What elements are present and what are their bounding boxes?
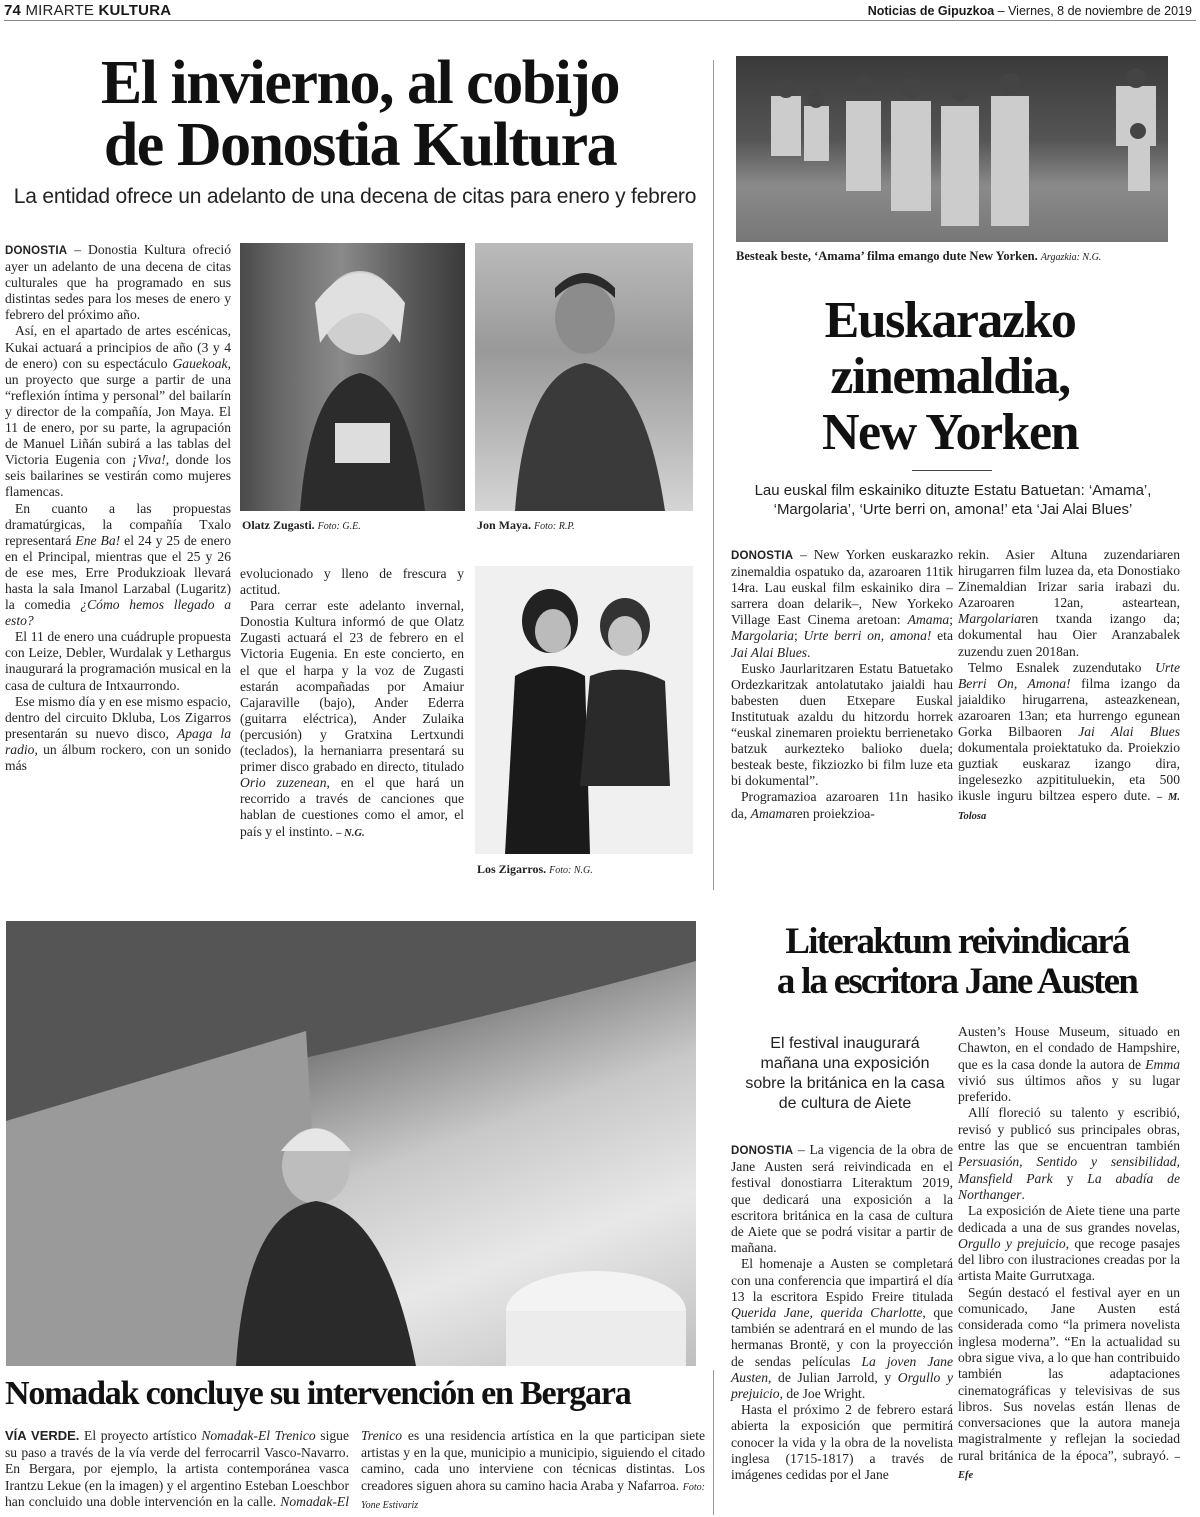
- text-run: La joven Jane Austen: [731, 1353, 953, 1385]
- article4-caption-text: [5, 1428, 705, 1515]
- text-run: En cuanto a las propuestas dramatúrgicas, la compañía Txalo representará: [5, 500, 231, 548]
- section-name: MIRARTE: [25, 2, 95, 19]
- text-run: .: [807, 644, 811, 660]
- text-run: Margolaria: [731, 628, 794, 644]
- text-run: Jai Alai Blues: [1078, 724, 1181, 740]
- photo-credit: Argazkia: N.G.: [1040, 252, 1102, 263]
- text-paragraph: evolucionado y lleno de frescura y actitud.: [240, 566, 464, 598]
- photo-caption: [242, 518, 361, 533]
- article-lead-place: VÍA VERDE.: [5, 1428, 80, 1443]
- text-paragraph: Eusko Jaurlaritzaren Estatu Batuetako Ordezkaritzak antolatutako jaialdi hau babesten duen Etxepare Euskal Institutuak azaldu du hitzordu horrek “euskal zinemaren proiektu berrienetako batzuk aurkezteko balioko duela; besteak beste, fikziozko bi film luze eta bi dokumental”.: [731, 660, 953, 789]
- article-lead-place: DONOSTIA: [5, 245, 68, 257]
- text-run: Emma: [1145, 1056, 1180, 1072]
- article1-column-1: [5, 242, 231, 774]
- section-name-bold: KULTURA: [98, 2, 172, 19]
- article1-headline: [20, 49, 700, 179]
- text-run: rekin. Asier Altuna zuzendariaren hirugarren film luzea da, eta Donostiako Zinemaldian Irizar saria irabazi du. Azaroaren 12an, asteartean,: [958, 547, 1180, 611]
- text-run: , un proyecto que surge a partir de una “reflexión íntima y personal” del bailarín y director de la compañía, Jon Maya. El 11 de enero, por su parte, la agrupación de Manuel Liñán subirá a las tablas del Victoria Eugenia con: [5, 355, 231, 468]
- headline-line: Euskarazko: [824, 292, 1076, 349]
- text-run: Urte berri on, amona!: [803, 628, 932, 644]
- text-run: Ene Ba!: [75, 532, 121, 548]
- dateline-separator: –: [994, 4, 1009, 18]
- text-run: ren txanda izango da; dokumental hau Oier Aranzabalek zuzendu zuen 2018an.: [958, 611, 1180, 659]
- artist-painting-image: [6, 921, 696, 1366]
- text-run: , de Julian Jarrold, y: [768, 1369, 898, 1385]
- publication-dateline: [868, 4, 1192, 18]
- caption-text: Besteak beste, ‘Amama’ filma emango dute New Yorken.: [736, 249, 1038, 263]
- column-divider: [713, 1370, 714, 1515]
- text-run: , donde los seis bailarines se vestirán como mujeres flamencas.: [5, 452, 231, 500]
- article2-column-1: [731, 547, 953, 822]
- photo-amama-cast: [736, 56, 1168, 242]
- text-run: – La vigencia de la obra de Jane Austen será reivindicada en el festival donostiarra Literaktum 2019, que dedicará una exposición a la escritora británica en la casa de cultura de Aiete que se podrá visitar a partir de mañana.: [731, 1142, 953, 1256]
- author-signature: – Efe: [958, 1451, 1180, 1482]
- article-lead-place: DONOSTIA: [731, 1145, 794, 1157]
- publication-date: Viernes, 8 de noviembre de 2019: [1008, 4, 1192, 18]
- photo-caption: [477, 518, 575, 533]
- text-run: Orgullo y prejuicio: [958, 1235, 1066, 1251]
- text-run: Programazioa azaroaren 11n hasiko da,: [731, 789, 953, 821]
- text-run: es una residencia artística en la que participan siete artistas y en la que, municipio a municipio, siguiendo el citado camino, cada uno interviene con técnicas distintas. Los creadores siguen ahora su camino hacia Araba y Nafarroa.: [361, 1428, 705, 1493]
- caption-text: Olatz Zugasti.: [242, 518, 315, 532]
- text-run: ¡Viva!: [132, 452, 166, 468]
- article-lead-place: DONOSTIA: [731, 550, 794, 562]
- text-run: La exposición de Aiete tiene una parte dedicada a una de sus grandes novelas,: [958, 1203, 1180, 1235]
- photo-caption: [736, 249, 1101, 264]
- text-run: , un álbum rockero, con un sonido más: [5, 741, 231, 773]
- text-run: Austen’s House Museum, situado en Chawton, en el condado de Hampshire, que es la casa donde la autora de: [958, 1024, 1180, 1072]
- group-photo-image: [736, 56, 1168, 242]
- caption-text: Los Zigarros.: [477, 862, 547, 876]
- text-run: Persuasión, Sentido y sensibilidad, Mansfield Park: [958, 1154, 1180, 1186]
- article2-column-2: [958, 547, 1180, 825]
- photo-credit: Foto: R.P.: [534, 521, 575, 532]
- article4-headline: Nomadak concluye su intervención en Bergara: [5, 1375, 631, 1412]
- text-run: Amama: [907, 612, 950, 628]
- article3-column-1: [731, 1142, 953, 1483]
- headline-line: a la escritora Jane Austen: [776, 961, 1138, 1002]
- photo-jon-maya: [475, 243, 693, 511]
- article1-subtitle: La entidad ofrece un adelanto de una decena de citas para enero y febrero: [13, 185, 697, 208]
- text-run: sigue su paso a través de la vía verde del ferrocarril Vasco-Navarro. En Bergara, por ejemplo, la artista contemporánea vasca Irantzu Lekue (en la imagen) y el argentino Esteban Loeschbor han concluido una doble intervención en la calle.: [5, 1428, 349, 1509]
- text-run: Gauekoak: [172, 355, 228, 371]
- text-run: Nomadak-El Trenico: [280, 1428, 403, 1509]
- publication-name: Noticias de Gipuzkoa: [867, 4, 995, 18]
- text-run: , en el que hará un recorrido a través de canciones que hablan de cuestiones como el amor, el país y el instinto.: [240, 775, 464, 839]
- article3-subtitle: El festival inaugurará mañana una exposición sobre la británica en la casa de cultura de Aiete: [745, 1035, 945, 1112]
- text-run: y: [1052, 1170, 1088, 1186]
- text-run: – Donostia Kultura ofreció ayer un adelanto de una decena de citas culturales que ha programado en sus distintas sedes para los meses de enero y febrero del próximo año.: [5, 242, 231, 323]
- text-run: .: [1021, 1186, 1025, 1202]
- photo-caption: [477, 862, 593, 877]
- text-run: ren proiekzioa-: [792, 805, 875, 821]
- text-run: Margolaria: [958, 611, 1021, 627]
- text-run: El homenaje a Austen se completará con una conferencia que impartirá el día 13 la escritora Espido Freire titulada: [731, 1256, 953, 1304]
- column-divider: [713, 60, 714, 890]
- text-run: , de Joe Wright.: [779, 1386, 866, 1402]
- text-run: Orgullo y prejuicio: [731, 1369, 953, 1402]
- headline-line: zinemaldia,: [830, 348, 1070, 405]
- text-run: Ese mismo día y en ese mismo espacio, dentro del circuito Dkluba, Los Zigarros presentarán su nuevo disco,: [5, 693, 231, 741]
- text-run: Urte Berri On, Amona!: [958, 659, 1180, 691]
- text-run: Según destacó el festival ayer en un comunicado, Jane Austen está considerada como “la primera novelista inglesa moderna”. “En la actualidad su obra sigue viva, a lo que han contribuido también las adaptaciones cinematográficas y televisivas de sus libros. Sus novelas están llenas de conversaciones que la autora maneja magistralmente y reflejan la sociedad rural británica de la época”, subrayó.: [958, 1284, 1180, 1463]
- photo-los-zigarros: [475, 566, 693, 854]
- headline-line: El invierno, al cobijo: [100, 49, 620, 117]
- text-run: , que también se adentrará en el mundo de las hermanas Brontë, y con la proyección de sendas películas: [731, 1305, 953, 1369]
- text-run: Así, en el apartado de artes escénicas, Kukai actuará a principios de año (3 y 4 de enero) con su espectáculo: [5, 323, 231, 371]
- text-run: Nomadak-El Trenico: [201, 1428, 316, 1443]
- author-signature: – M. Tolosa: [958, 792, 1180, 822]
- text-run: Para cerrar este adelanto invernal, Donostia Kultura informó de que Olatz Zugasti actuará el 23 de febrero en el Victoria Eugenia. En este concierto, en el que el harpa y la voz de Zugasti estarán acompañadas por Amaiur Cajaraville (bajo), Ander Ederra (guitarra eléctrica), Ander Zulaika (percusión) y Gratxina Lertxundi (teclados), la hernaniarra presentará su primer disco grabado en directo, titulado: [240, 598, 464, 775]
- portrait-woman-image: [240, 243, 465, 511]
- photo-credit: Foto: Yone Estivariz: [361, 1481, 705, 1511]
- text-paragraph: Hasta el próximo 2 de febrero estará abierta la exposición que permitirá conocer la vida y la obra de la novelista inglesa (1715-1817) a través de imágenes cedidas por el Jane: [731, 1402, 953, 1483]
- photo-credit: Foto: N.G.: [549, 865, 593, 876]
- photo-credit: Foto: G.E.: [317, 521, 361, 532]
- text-run: dokumentala proiektatuko da. Proiekzio guztiak euskaraz izango dira, ingelesezko azpitituluekin, eta 500 ikusle inguru biltzea espero dute.: [958, 740, 1180, 804]
- text-paragraph: El 11 de enero una cuádruple propuesta con Leize, Debler, Wurdalak y Lethargus inaugurará la programación musical en la casa de cultura de Intxaurrondo.: [5, 629, 231, 693]
- text-run: ¿Cómo hemos llegado a esto?: [5, 597, 231, 629]
- text-run: ;: [949, 612, 953, 628]
- text-run: eta: [931, 628, 953, 644]
- author-signature: – N.G.: [336, 827, 365, 839]
- page-number: 74: [4, 2, 22, 19]
- article2-subtitle: Lau euskal film eskainiko dituzte Estatu Batuetan: ‘Amama’, ‘Margolaria’, ‘Urte berri on, amona!’ eta ‘Jai Alai Blues’: [754, 482, 1152, 518]
- text-run: , que recoge pasajes del libro con ilustraciones creadas por la artista Maite Gurrutxaga.: [958, 1235, 1181, 1284]
- text-run: Allí floreció su talento y escribió, revisó y publicó sus principales obras, entre las que se encuentran también: [958, 1105, 1180, 1154]
- band-photo-image: [475, 566, 693, 854]
- headline-rule: [912, 470, 992, 471]
- caption-text: Jon Maya.: [477, 518, 531, 532]
- text-run: ;: [793, 628, 804, 644]
- headline-line: Literaktum reivindicará: [785, 921, 1129, 962]
- text-run: filma izango da jaialdiko hirugarrena, asteazkenean, azaroaren 13an; eta hurrengo egunean Gorka Bilbaoren: [958, 675, 1181, 740]
- headline-line: New Yorken: [821, 404, 1079, 461]
- text-run: La abadía de Northanger: [958, 1170, 1180, 1202]
- text-run: vivió sus últimos años y su lugar preferido.: [958, 1072, 1180, 1105]
- text-run: Telmo Esnalek zuzendutako: [968, 659, 1156, 675]
- portrait-man-image: [475, 243, 693, 511]
- photo-olatz-zugasti: [240, 243, 465, 511]
- section-header: [4, 2, 171, 19]
- article3-headline: [722, 922, 1192, 1002]
- text-run: Apaga la radio: [5, 725, 231, 757]
- text-run: El proyecto artístico: [79, 1428, 202, 1443]
- text-run: Querida Jane, querida Charlotte: [731, 1305, 923, 1321]
- article2-headline: [760, 293, 1140, 461]
- text-run: Amama: [750, 805, 793, 821]
- photo-nomadak-artist: [6, 921, 696, 1366]
- article3-column-2: [958, 1024, 1180, 1484]
- text-run: – New Yorken euskarazko zinemaldia ospatuko da, azaroaren 11tik 14ra. Lau euskal film eskainiko dira –sarrera doan delarik–, New Yorkeko Village East Cinema aretoan:: [731, 547, 953, 628]
- text-run: Orio zuzenean: [240, 775, 327, 791]
- headline-line: de Donostia Kultura: [103, 111, 617, 179]
- text-run: el 24 y 25 de enero en el Principal, mientras que el 25 y 26 de ese mes, Erre Produkzioak llevará hasta la sala Imanol Larzabal (Lugaritz) la comedia: [5, 532, 231, 613]
- article1-column-2: [240, 566, 464, 842]
- text-run: Jai Alai Blues: [731, 644, 808, 660]
